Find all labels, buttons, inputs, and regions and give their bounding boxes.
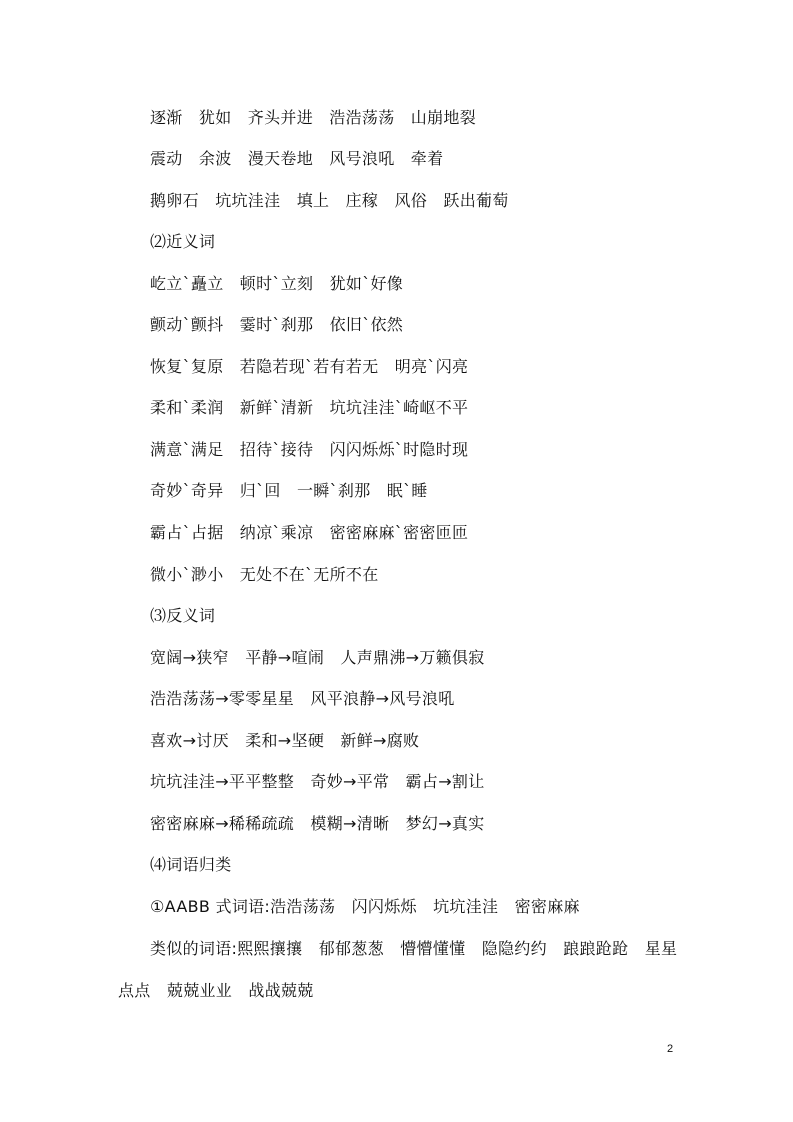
- text-line: 柔和`柔润 新鲜`清新 坑坑洼洼`崎岖不平: [150, 398, 469, 417]
- text-line: 满意`满足 招待`接待 闪闪烁烁`时隐时现: [150, 440, 469, 459]
- text-line: 微小`渺小 无处不在`无所不在: [150, 565, 379, 584]
- section-heading-antonyms: ⑶反义词: [150, 606, 216, 625]
- page-number: 2: [667, 1043, 674, 1055]
- text-line: 逐渐 犹如 齐头并进 浩浩荡荡 山崩地裂: [150, 108, 477, 127]
- section-heading-synonyms: ⑵近义词: [150, 232, 216, 251]
- text-line: 颤动`颤抖 霎时`刹那 依旧`依然: [150, 315, 404, 334]
- text-line: 屹立`矗立 顿时`立刻 犹如`好像: [150, 274, 404, 293]
- text-line: 鹅卵石 坑坑洼洼 填上 庄稼 风俗 跃出葡萄: [150, 191, 509, 210]
- text-line: 宽阔→狭窄 平静→喧闹 人声鼎沸→万籁俱寂: [150, 648, 485, 667]
- text-line: 点点 兢兢业业 战战兢兢: [118, 981, 314, 1000]
- text-line: 喜欢→讨厌 柔和→坚硬 新鲜→腐败: [150, 731, 420, 750]
- text-line: 类似的词语:熙熙攘攘 郁郁葱葱 懵懵懂懂 隐隐约约 踉踉跄跄 星星: [150, 939, 678, 958]
- text-line: 浩浩荡荡→零零星星 风平浪静→风号浪吼: [150, 689, 455, 708]
- text-line: 震动 余波 漫天卷地 风号浪吼 牵着: [150, 149, 444, 168]
- text-line: 奇妙`奇异 归`回 一瞬`刹那 眠`睡: [150, 481, 428, 500]
- text-line: 恢复`复原 若隐若现`若有若无 明亮`闪亮: [150, 357, 469, 376]
- text-line: 密密麻麻→稀稀疏疏 模糊→清晰 梦幻→真实: [150, 814, 485, 833]
- text-line: 霸占`占据 纳凉`乘凉 密密麻麻`密密匝匝: [150, 523, 469, 542]
- text-line: 坑坑洼洼→平平整整 奇妙→平常 霸占→割让: [150, 772, 485, 791]
- section-heading-classification: ⑷词语归类: [150, 855, 232, 874]
- text-line: ①AABB 式词语:浩浩荡荡 闪闪烁烁 坑坑洼洼 密密麻麻: [150, 897, 580, 916]
